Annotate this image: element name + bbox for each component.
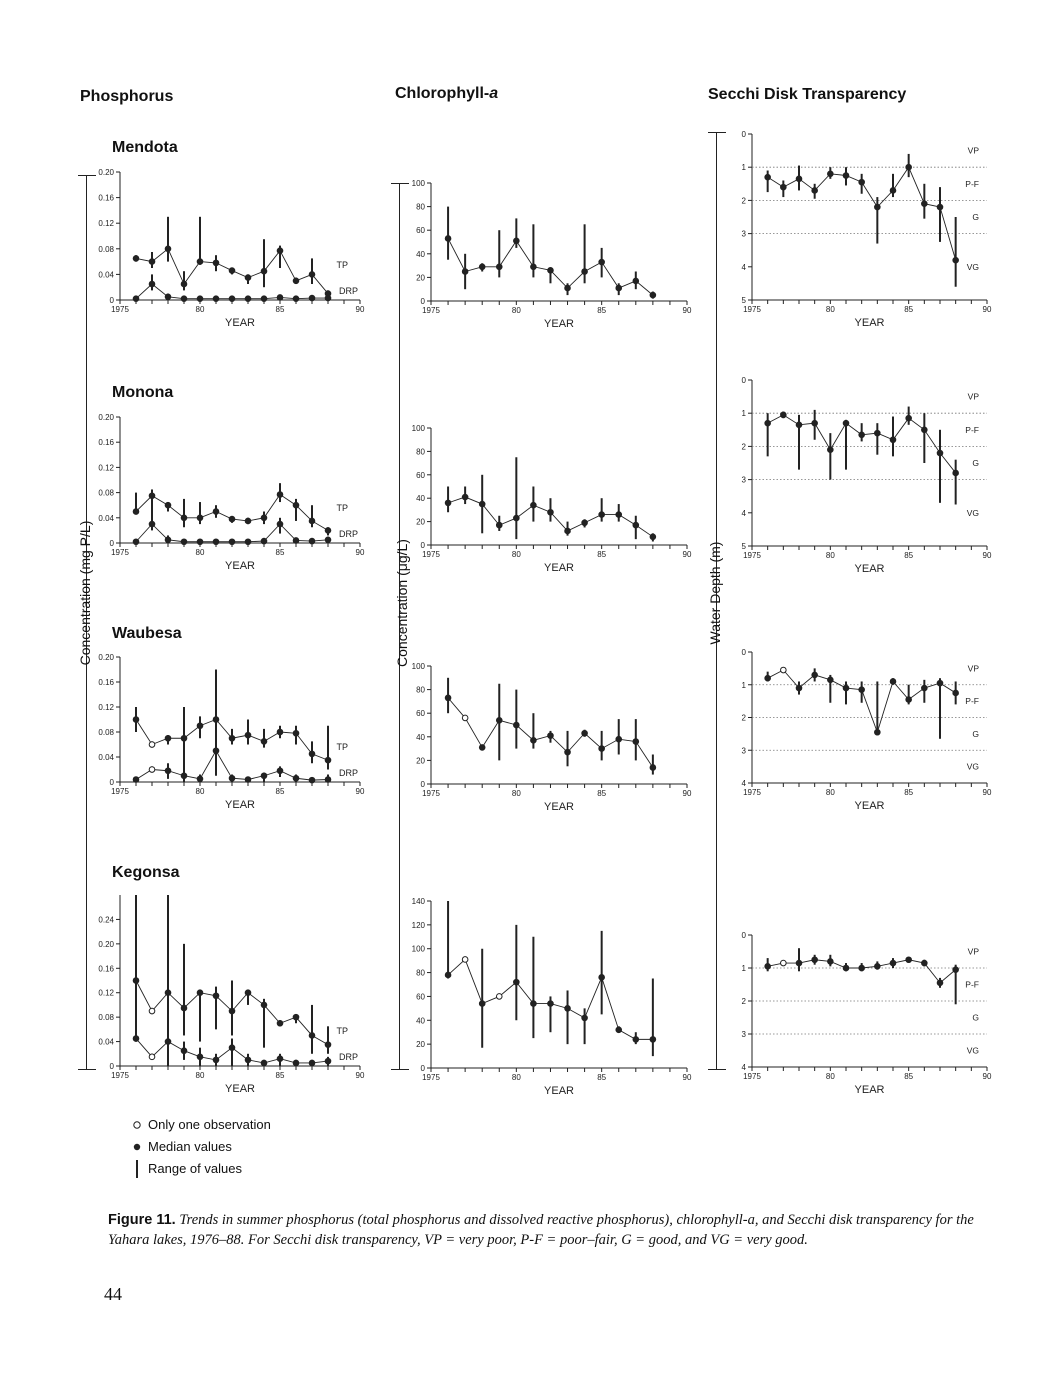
y-tick-label: 1 xyxy=(741,409,746,419)
secchi-axis-label: Water Depth (m) xyxy=(707,541,723,645)
x-axis-title: YEAR xyxy=(854,317,885,329)
x-tick-label: 85 xyxy=(597,1073,607,1082)
y-tick-label: 0 xyxy=(420,1064,425,1073)
class-label: VG xyxy=(966,1045,979,1056)
y-tick-label: 1 xyxy=(741,680,746,690)
x-axis-title: YEAR xyxy=(225,317,255,329)
x-tick-label: 1975 xyxy=(111,305,129,314)
range-bar-icon xyxy=(132,1160,142,1178)
series-label-tp: TP xyxy=(336,503,348,513)
y-tick-label: 0 xyxy=(420,297,425,306)
class-label: G xyxy=(972,212,979,222)
y-tick-label: 100 xyxy=(411,179,425,188)
y-tick-label: 2 xyxy=(741,713,746,723)
phosphorus-column-title: Phosphorus xyxy=(80,88,174,105)
x-tick-label: 90 xyxy=(682,789,692,798)
y-tick-label: 0.12 xyxy=(98,703,114,712)
x-axis-title: YEAR xyxy=(225,1083,255,1095)
series-label-tp: TP xyxy=(336,260,348,270)
y-tick-label: 0.16 xyxy=(98,438,114,448)
x-tick-label: 85 xyxy=(904,788,914,797)
x-axis-title: YEAR xyxy=(225,799,255,811)
y-tick-label: 0.08 xyxy=(98,488,114,498)
class-label: G xyxy=(972,458,979,468)
y-tick-label: 40 xyxy=(416,732,425,742)
y-tick-label: 0 xyxy=(741,376,746,385)
y-tick-label: 80 xyxy=(416,447,425,457)
series-label-drp: DRP xyxy=(338,1052,358,1062)
x-tick-label: 85 xyxy=(904,1072,914,1081)
x-tick-label: 90 xyxy=(982,1072,992,1081)
y-tick-label: 60 xyxy=(416,226,425,236)
legend-open-label: Only one observation xyxy=(148,1117,271,1132)
legend-range-label: Range of values xyxy=(148,1161,242,1176)
class-label: P-F xyxy=(965,979,979,990)
x-tick-label: 1975 xyxy=(422,789,440,798)
caption-text: Trends in summer phosphorus (total phosphorus and dissolved reactive phosphorus), chlorophyll-a, and Secchi disk transparency for the Yahara lakes, 1976–88. For Secchi disk transparency, VP = very poor, P-F = poor–fair, G = good, and VG = very good. xyxy=(108,1212,974,1248)
median-point xyxy=(796,960,802,966)
x-tick-label: 90 xyxy=(682,306,692,315)
x-tick-label: 1975 xyxy=(422,306,440,315)
y-tick-label: 0 xyxy=(109,1062,114,1071)
legend-open-row xyxy=(132,1114,271,1136)
x-tick-label: 85 xyxy=(275,305,285,314)
y-tick-label: 0.16 xyxy=(98,678,114,687)
y-tick-label: 0 xyxy=(109,778,114,787)
y-tick-label: 0.24 xyxy=(98,915,114,925)
y-tick-label: 0.12 xyxy=(98,988,114,998)
y-tick-label: 0 xyxy=(109,296,114,305)
x-axis-title: YEAR xyxy=(225,560,255,572)
y-tick-label: 20 xyxy=(416,1040,425,1050)
class-label: VP xyxy=(967,145,979,156)
x-axis-title: YEAR xyxy=(544,318,574,330)
x-tick-label: 1975 xyxy=(743,305,761,314)
y-tick-label: 5 xyxy=(741,542,746,551)
series-label-drp: DRP xyxy=(338,286,358,296)
y-tick-label: 0.16 xyxy=(98,964,114,974)
y-tick-label: 0.04 xyxy=(98,270,114,280)
x-tick-label: 1975 xyxy=(111,1071,129,1080)
y-tick-label: 40 xyxy=(416,494,425,504)
x-tick-label: 85 xyxy=(275,1071,285,1080)
y-tick-label: 1 xyxy=(741,163,746,173)
x-tick-label: 85 xyxy=(597,789,607,798)
y-tick-label: 0.12 xyxy=(98,219,114,229)
y-tick-label: 4 xyxy=(741,262,746,272)
median-point xyxy=(906,957,912,963)
x-axis-title: YEAR xyxy=(854,1084,885,1096)
open-circle-icon xyxy=(132,1120,142,1130)
y-tick-label: 4 xyxy=(741,508,746,518)
y-tick-label: 0 xyxy=(741,931,746,940)
x-tick-label: 1975 xyxy=(743,551,761,560)
y-tick-label: 0.04 xyxy=(98,513,114,523)
filled-circle-icon xyxy=(132,1142,142,1152)
y-tick-label: 0.16 xyxy=(98,193,114,203)
y-tick-label: 60 xyxy=(416,992,425,1002)
x-tick-label: 1975 xyxy=(422,550,440,559)
figure-caption xyxy=(108,1210,978,1250)
class-label: VP xyxy=(967,663,979,674)
y-tick-label: 0.20 xyxy=(98,168,114,177)
x-tick-label: 80 xyxy=(511,789,521,798)
y-tick-label: 80 xyxy=(416,968,425,978)
y-tick-label: 2 xyxy=(741,196,746,206)
y-tick-label: 40 xyxy=(416,1016,425,1026)
x-tick-label: 90 xyxy=(982,788,992,797)
y-tick-label: 0 xyxy=(109,539,114,548)
x-tick-label: 85 xyxy=(597,550,607,559)
x-tick-label: 90 xyxy=(982,551,992,560)
y-tick-label: 0.20 xyxy=(98,939,114,949)
x-tick-label: 80 xyxy=(825,788,835,797)
lake-title-monona: Monona xyxy=(112,384,174,401)
x-tick-label: 90 xyxy=(355,548,365,557)
class-label: VP xyxy=(967,946,979,957)
chlorophyll-axis-label: Concentration (μg/L) xyxy=(394,539,410,667)
y-tick-label: 20 xyxy=(416,756,425,766)
class-label: VG xyxy=(966,761,979,772)
median-point xyxy=(765,964,771,970)
x-axis-title: YEAR xyxy=(854,563,885,575)
lake-title-kegonsa: Kegonsa xyxy=(112,864,180,881)
y-tick-label: 0.12 xyxy=(98,463,114,473)
y-tick-label: 0 xyxy=(741,648,746,657)
class-label: VG xyxy=(966,261,979,272)
page-number: 44 xyxy=(104,1284,122,1304)
y-tick-label: 0.04 xyxy=(98,753,114,762)
x-tick-label: 80 xyxy=(825,551,835,560)
y-tick-label: 120 xyxy=(411,920,425,930)
y-tick-label: 140 xyxy=(411,897,425,906)
series-label-tp: TP xyxy=(336,1026,348,1036)
y-tick-label: 60 xyxy=(416,470,425,480)
secchi-column-title: Secchi Disk Transparency xyxy=(708,86,907,103)
legend-range-row xyxy=(132,1158,271,1180)
x-tick-label: 80 xyxy=(511,1073,521,1082)
y-tick-label: 5 xyxy=(741,296,746,305)
y-tick-label: 20 xyxy=(416,517,425,527)
x-tick-label: 90 xyxy=(682,1073,692,1082)
y-tick-label: 0.20 xyxy=(98,653,114,662)
x-tick-label: 90 xyxy=(355,787,365,796)
x-tick-label: 80 xyxy=(195,305,205,314)
caption-label: Figure 11. xyxy=(108,1212,176,1228)
x-tick-label: 85 xyxy=(597,306,607,315)
class-label: P-F xyxy=(965,424,979,435)
y-tick-label: 100 xyxy=(411,944,425,954)
y-tick-label: 40 xyxy=(416,249,425,259)
x-tick-label: 85 xyxy=(904,551,914,560)
x-tick-label: 90 xyxy=(682,550,692,559)
class-label: VG xyxy=(966,507,979,518)
median-point xyxy=(828,959,834,965)
y-tick-label: 3 xyxy=(741,229,746,239)
y-tick-label: 20 xyxy=(416,273,425,283)
x-tick-label: 90 xyxy=(355,1071,365,1080)
y-tick-label: 80 xyxy=(416,202,425,212)
median-point xyxy=(953,967,959,973)
median-point xyxy=(859,965,865,971)
median-point xyxy=(812,957,818,963)
y-tick-label: 0 xyxy=(420,780,425,789)
x-tick-label: 80 xyxy=(825,1072,835,1081)
y-tick-label: 2 xyxy=(741,442,746,452)
chlorophyll-title-text: Chlorophyll- xyxy=(395,85,490,102)
x-tick-label: 80 xyxy=(195,787,205,796)
median-point xyxy=(875,964,881,970)
x-tick-label: 1975 xyxy=(422,1073,440,1082)
y-tick-label: 0.04 xyxy=(98,1037,114,1047)
x-tick-label: 1975 xyxy=(743,788,761,797)
class-label: G xyxy=(972,1012,979,1023)
x-tick-label: 80 xyxy=(825,305,835,314)
y-tick-label: 0.08 xyxy=(98,244,114,254)
class-label: VP xyxy=(967,391,979,402)
x-tick-label: 90 xyxy=(355,305,365,314)
median-point xyxy=(843,965,849,971)
y-tick-label: 0 xyxy=(741,130,746,139)
legend-filled-row xyxy=(132,1136,271,1158)
x-tick-label: 80 xyxy=(195,1071,205,1080)
x-tick-label: 1975 xyxy=(743,1072,761,1081)
y-tick-label: 100 xyxy=(411,424,425,433)
y-tick-label: 3 xyxy=(741,746,746,756)
x-tick-label: 85 xyxy=(904,305,914,314)
x-tick-label: 80 xyxy=(511,306,521,315)
y-tick-label: 2 xyxy=(741,997,746,1006)
median-point xyxy=(937,980,943,986)
y-tick-label: 1 xyxy=(741,964,746,973)
single-observation-point xyxy=(781,960,787,966)
x-tick-label: 85 xyxy=(275,787,285,796)
legend-filled-label: Median values xyxy=(148,1139,232,1154)
x-axis-title: YEAR xyxy=(544,562,574,574)
x-tick-label: 1975 xyxy=(111,787,129,796)
y-tick-label: 100 xyxy=(411,662,425,671)
class-label: P-F xyxy=(965,178,979,189)
class-label: P-F xyxy=(965,696,979,707)
x-axis-title: YEAR xyxy=(854,800,885,812)
y-tick-label: 0.08 xyxy=(98,1013,114,1023)
phosphorus-axis-label: Concentration (mg P/L) xyxy=(77,520,93,666)
lake-title-mendota: Mendota xyxy=(112,139,178,156)
x-tick-label: 90 xyxy=(982,305,992,314)
median-point xyxy=(890,960,896,966)
series-label-tp: TP xyxy=(336,742,348,752)
x-tick-label: 85 xyxy=(275,548,285,557)
y-tick-label: 3 xyxy=(741,1030,746,1039)
series-label-drp: DRP xyxy=(338,529,358,539)
y-tick-label: 80 xyxy=(416,685,425,695)
y-tick-label: 4 xyxy=(741,1063,746,1072)
x-tick-label: 1975 xyxy=(111,548,129,557)
y-tick-label: 60 xyxy=(416,709,425,719)
chlorophyll-title-italic: a xyxy=(489,85,499,102)
y-tick-label: 0.08 xyxy=(98,728,114,737)
legend xyxy=(132,1114,271,1180)
y-tick-label: 4 xyxy=(741,779,746,788)
class-label: G xyxy=(972,728,979,739)
x-axis-title: YEAR xyxy=(544,801,574,813)
median-point xyxy=(922,960,928,966)
y-tick-label: 0.20 xyxy=(98,413,114,422)
lake-title-waubesa: Waubesa xyxy=(112,625,182,642)
y-tick-label: 0 xyxy=(420,541,425,550)
x-tick-label: 80 xyxy=(511,550,521,559)
y-tick-label: 3 xyxy=(741,475,746,485)
series-label-drp: DRP xyxy=(338,768,358,778)
x-tick-label: 80 xyxy=(195,548,205,557)
x-axis-title: YEAR xyxy=(544,1085,574,1097)
